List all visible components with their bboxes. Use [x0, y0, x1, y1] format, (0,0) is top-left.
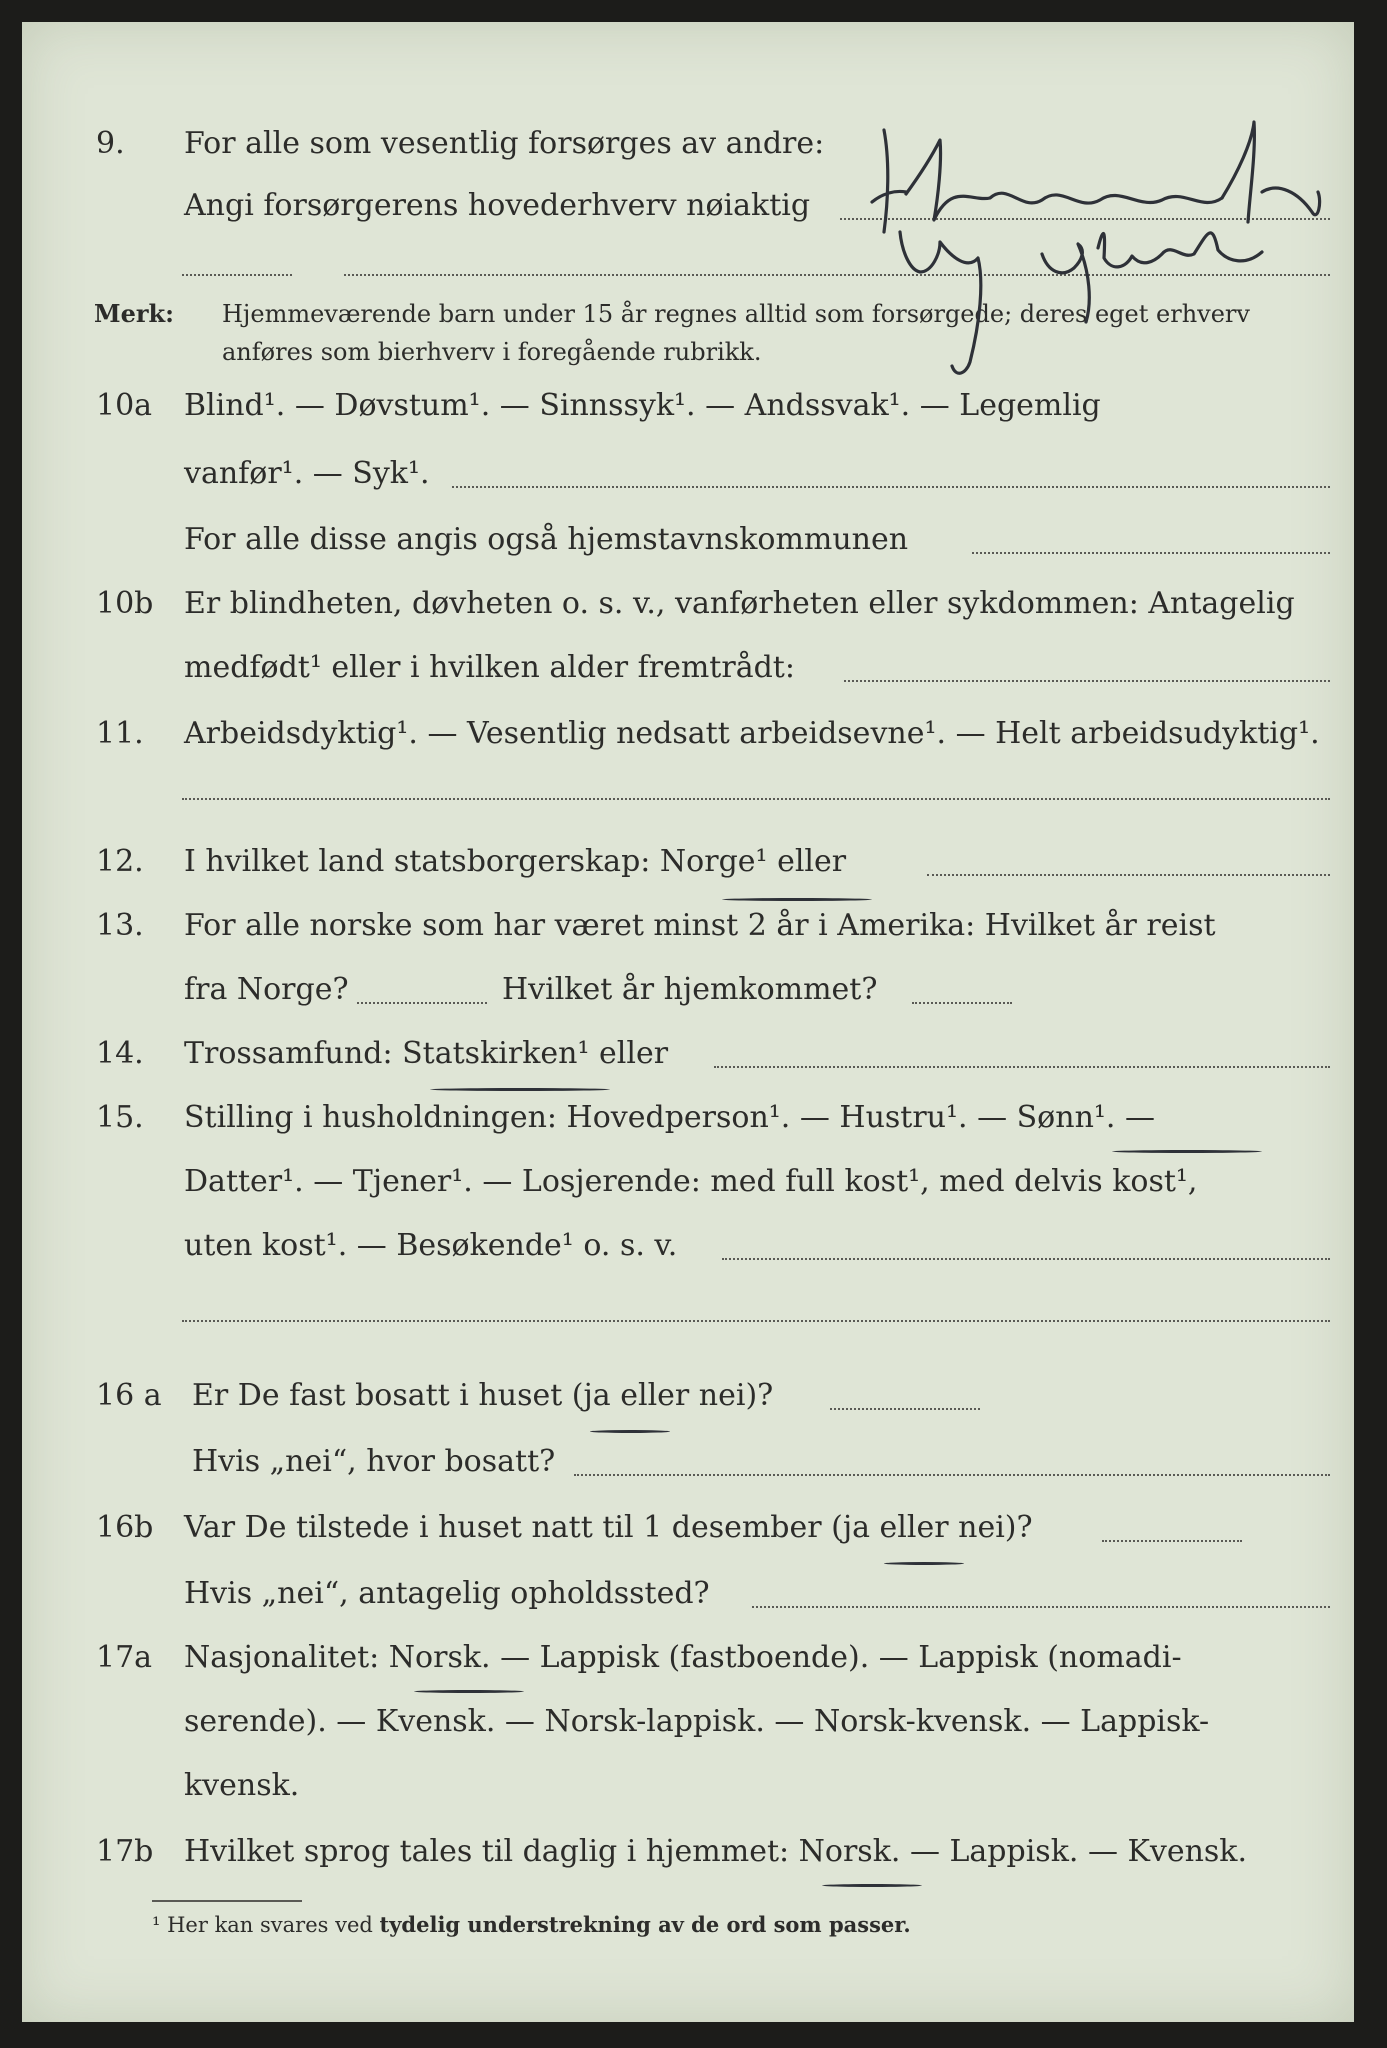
q16b-text-line1: Var De tilstede i huset natt til 1 desember (ja eller nei)? — [184, 1510, 1033, 1545]
q10b-text-line2: medfødt¹ eller i hvilken alder fremtrådt: — [184, 650, 795, 685]
q12-text-line1: I hvilket land statsborgerskap: Norge¹ eller — [184, 844, 847, 879]
q13-text-line2b: Hvilket år hjemkommet? — [502, 972, 878, 1007]
q11-text-line1: Arbeidsdyktig¹. — Vesentlig nedsatt arbeidsevne¹. — Helt arbeidsudyktig¹. — [184, 716, 1320, 751]
q9-handwriting-strokes — [22, 22, 1354, 2022]
q16a-text-line2: Hvis „nei“, hvor bosatt? — [192, 1444, 556, 1479]
q15-text-line3: uten kost¹. — Besøkende¹ o. s. v. — [184, 1228, 678, 1263]
q16a-number: 16 a — [96, 1378, 162, 1413]
q10a-text-line2: vanfør¹. — Syk¹. — [184, 456, 430, 491]
q15-number: 15. — [96, 1100, 144, 1135]
q13-number: 13. — [96, 908, 144, 943]
q10a-text-line1: Blind¹. — Døvstum¹. — Sinnssyk¹. — Andssvak¹. — Legemlig — [184, 388, 1101, 423]
footnote-rule — [152, 1900, 302, 1902]
q13-text-line1: For alle norske som har været minst 2 år i Amerika: Hvilket år reist — [184, 908, 1216, 943]
merk-text-line2: anføres som bierhverv i foregående rubrikk. — [222, 338, 762, 366]
q9-number: 9. — [96, 126, 125, 161]
q14-text-line1: Trossamfund: Statskirken¹ eller — [184, 1036, 669, 1071]
q14-number: 14. — [96, 1036, 144, 1071]
q15-text-line1: Stilling i husholdningen: Hovedperson¹. — Hustru¹. — Sønn¹. — — [184, 1100, 1155, 1135]
census-form-page — [22, 22, 1354, 2022]
q15-text-line2: Datter¹. — Tjener¹. — Losjerende: med full kost¹, med delvis kost¹, — [184, 1164, 1198, 1199]
footnote-mark: ¹ — [152, 1913, 161, 1937]
q10b-text-line1: Er blindheten, døvheten o. s. v., vanførheten eller sykdommen: Antagelig — [184, 586, 1295, 621]
merk-label: Merk: — [94, 299, 174, 328]
q13-text-line2a: fra Norge? — [184, 972, 349, 1007]
q9-text-line2: Angi forsørgerens hovederhverv nøiaktig — [184, 188, 811, 223]
q10a-text-line3: For alle disse angis også hjemstavnskommunen — [184, 522, 909, 557]
q17a-text-line2: serende). — Kvensk. — Norsk-lappisk. — Norsk-kvensk. — Lappisk- — [184, 1704, 1210, 1739]
footnote-text-a: Her kan svares ved — [167, 1913, 373, 1937]
q16b-text-line2: Hvis „nei“, antagelig opholdssted? — [184, 1576, 710, 1611]
q10a-number: 10a — [96, 388, 153, 423]
q17b-text-line1: Hvilket sprog tales til daglig i hjemmet: Norsk. — Lappisk. — Kvensk. — [184, 1834, 1248, 1869]
q16b-number: 16b — [96, 1510, 154, 1545]
q17a-text-line1: Nasjonalitet: Norsk. — Lappisk (fastboende). — Lappisk (nomadi- — [184, 1640, 1182, 1675]
footnote-text-b: tydelig understrekning av de ord som passer. — [379, 1912, 911, 1937]
q17b-number: 17b — [96, 1834, 154, 1869]
merk-text-line1: Hjemmeværende barn under 15 år regnes alltid som forsørgede; deres eget erhverv — [222, 300, 1250, 328]
q10b-number: 10b — [96, 586, 154, 621]
q11-number: 11. — [96, 716, 144, 751]
q9-text-line1: For alle som vesentlig forsørges av andre: — [184, 126, 825, 161]
footnote — [152, 1912, 911, 1937]
q16a-text-line1: Er De fast bosatt i huset (ja eller nei)? — [192, 1378, 774, 1413]
q17a-text-line3: kvensk. — [184, 1768, 300, 1803]
q17a-number: 17a — [96, 1640, 153, 1675]
q12-number: 12. — [96, 844, 144, 879]
